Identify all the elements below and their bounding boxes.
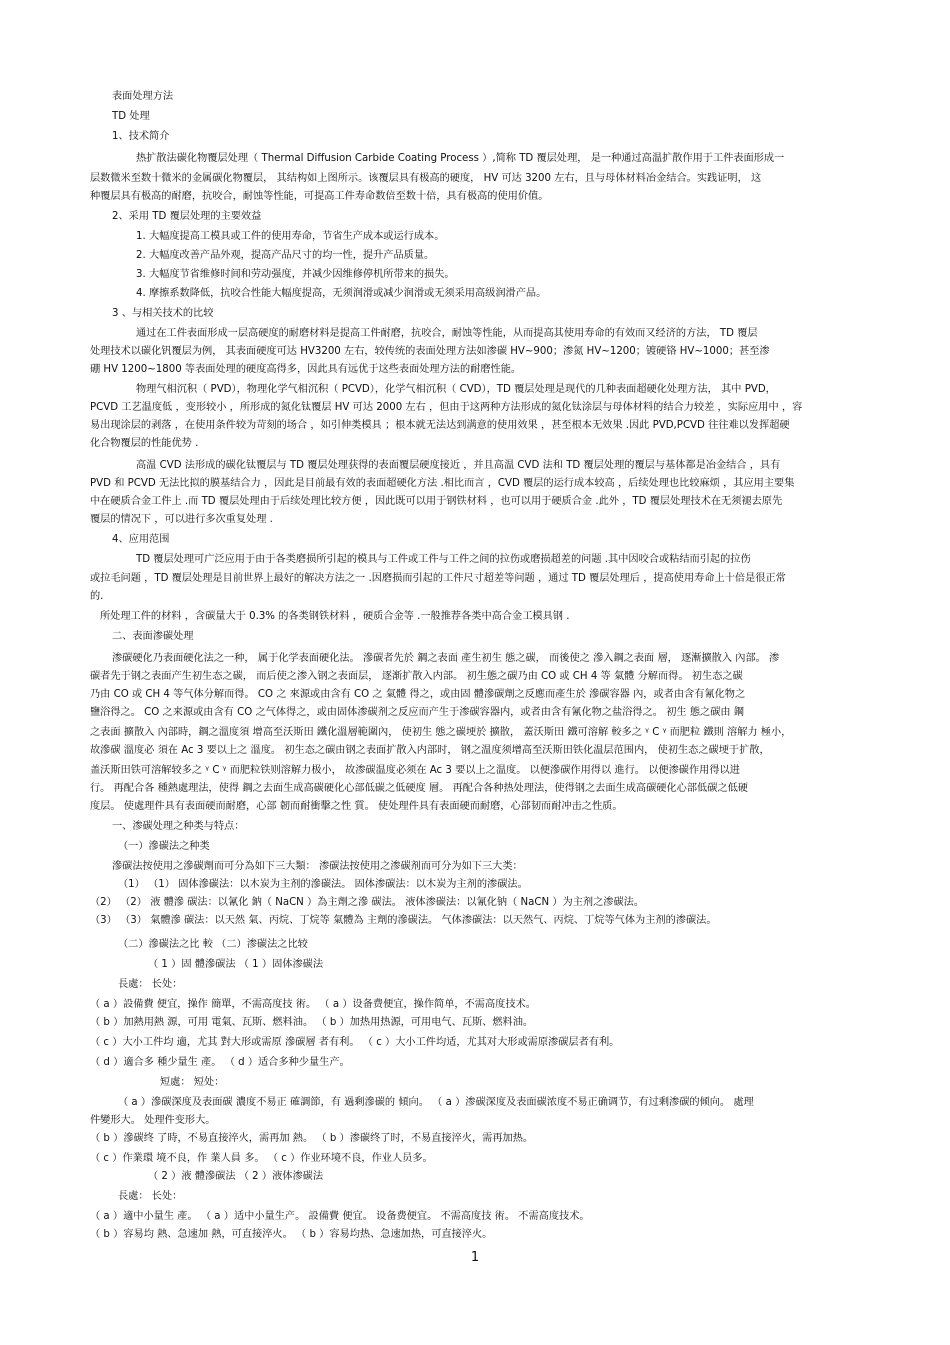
text-line: 表面处理方法: [112, 91, 174, 102]
text-line: 乃由 CO 或 CH 4 等气体分解而得。 CO 之 來源或由含有 CO 之 氣體 得之，或由固 體滲碳劑之反應而產生於 滲碳容器 內，或者由含有氰化物之: [90, 689, 746, 700]
text-line: （ b ）容易均 熱、急速加 熱，可直接淬火。 （ b ）容易均热、急速加热，可直接淬火。: [90, 1229, 493, 1240]
text-line: 短處： 短处：: [160, 1077, 225, 1088]
text-line: （一）滲碳法之种类: [118, 841, 210, 852]
text-line: （ b ）滲碳终 了時，不易直接淬火，需再加 熱。 （ b ）渗碳终了时，不易直接淬火，需再加热。: [90, 1133, 534, 1144]
text-line: 热扩散法碳化物覆层处理（ Thermal Diffusion Carbide Coating Process ）,简称 TD 覆层处理， 是一种通过高温扩散作用于工件表面形成一: [136, 153, 785, 164]
text-line: 1. 大幅度提高工模具或工件的使用寿命，节省生产成本或运行成本。: [136, 231, 445, 242]
text-line: 4. 摩擦系数降低，抗咬合性能大幅度提高，无须润滑或减少润滑或无须采用高级润滑产品。: [136, 288, 547, 299]
text-line: PCVD 工艺温度低 ，变形较小 ，所形成的氮化钛覆层 HV 可达 2000 左右 ，但由于这两种方法形成的氮化钛涂层与母体材料的结合力较差 ，实际应用中 ，容: [90, 402, 803, 413]
text-line: 件變形大。 处理件变形大。: [90, 1115, 216, 1126]
text-line: 行。 再配合各 種熱處理法，使得 鋼之去面生成高碳硬化心部低碳之低硬度 層。 再配合各种热处理法，使得钢之去面生成高碳硬化心部低碳之低硬: [90, 783, 748, 794]
text-line: 3 、与相关技术的比较: [112, 308, 214, 319]
text-line: （二）滲碳法之比 較 （二）渗碳法之比较: [118, 939, 308, 950]
text-line: 二、表面渗碳处理: [112, 631, 194, 642]
text-line: （ c ）大小工件均 適，尤其 對大形或需原 滲碳層 者有利。 （ c ）大小工件均适，尤其对大形或需原渗碳层者有利。: [90, 1037, 620, 1048]
text-line: 滲碳法按使用之滲碳劑而可分為如下三大類： 渗碳法按使用之渗碳剂而可分为如下三大类：: [112, 861, 523, 872]
text-line: 度层。 使處理件具有表面硬而耐磨，心部 韌而耐衝擊之性 質。 使处理件具有表面硬而耐磨，心部韧而耐冲击之性质。: [90, 801, 623, 812]
text-line: 化合物覆层的性能优势 .: [90, 438, 199, 449]
text-line: 故滲碳 溫度必 須在 Ac 3 要以上之 溫度。 初生态之碳由钢之表面扩散入内部时， 钢之温度须增高至沃斯田铁化温层范围内， 使初生态之碳埂于扩散，: [90, 745, 770, 756]
text-line: 2. 大幅度改善产品外观，提高产品尺寸的均一性，提升产品质量。: [136, 250, 435, 261]
text-line: 盖沃斯田铁可溶解较多之 ᵞ C ᵞ 而肥粒铁则溶解力极小， 故渗碳温度必须在 Ac 3 要以上之温度。 以便滲碳作用得以 進行。 以便渗碳作用得以进: [90, 765, 740, 776]
text-line: （3） （3） 氣體滲 碳法：以天然 氣、丙烷、丁烷等 氣體為 主劑的滲碳法。 气体渗碳法：以天然气、丙烷、丁烷等气体为主剂的渗碳法。: [90, 915, 717, 926]
text-line: 易出现涂层的剥落 ，在使用条件较为苛刻的场合 ，如引伸类模具 ；根本就无法达到满意的使用效果 ，甚至根本无效果 .因此 PVD,PCVD 往往难以发挥超硬: [90, 420, 790, 431]
text-line: 物理气相沉积（ PVD），物理化学气相沉积（ PCVD），化学气相沉积（ CVD），TD 覆层处理是现代的几种表面超硬化处理方法， 其中 PVD，: [136, 384, 776, 395]
text-line: 种覆层具有极高的耐磨，抗咬合，耐蚀等性能，可提高工件寿命数倍至数十倍，具有极高的使用价值。: [90, 191, 549, 202]
text-line: TD 覆层处理可广泛应用于由于各类磨损所引起的模具与工件或工件与工件之间的拉伤或磨损超差的问题 .其中因咬合或粘结而引起的拉伤: [136, 554, 751, 565]
text-line: TD 处理: [112, 111, 150, 122]
text-line: （ a ）適中小量生 產。 （ a ）适中小量生产。 設備費 便宜。 设备费便宜。 不需高度技 術。 不需高度技术。: [90, 1211, 590, 1222]
text-line: （ a ）滲碳深度及表面碳 濃度不易正 確調節，有 過剩滲碳的 傾向。 （ a ）渗碳深度及表面碳浓度不易正确调节，有过剩渗碳的倾向。 處理: [118, 1097, 754, 1108]
text-line: 处理技术以碳化钒覆层为例， 其表面硬度可达 HV3200 左右，较传统的表面处理方法如渗碳 HV~900；渗氮 HV~1200；镀硬铬 HV~1000；甚至渗: [90, 346, 770, 357]
text-line: 一、渗碳处理之种类与特点：: [112, 821, 245, 832]
text-line: PVD 和 PCVD 无法比拟的膜基结合力 ，因此是目前最有效的表面超硬化方法 .相比而言 ，CVD 覆层的运行成本较高 ，后续处理也比较麻烦 ，其应用主要集: [90, 478, 795, 489]
text-line: 高温 CVD 法形成的碳化钛覆层与 TD 覆层处理获得的表面覆层硬度接近 ，并且高温 CVD 法和 TD 覆层处理的覆层与基体都是冶金结合 ，具有: [136, 460, 781, 471]
text-line: （ c ）作業環 境不良，作 業人員 多。 （ c ）作业环境不良，作业人员多。: [90, 1153, 433, 1164]
text-line: 或拉毛问题 ，TD 覆层处理是目前世界上最好的解决方法之一 .因磨损而引起的工件尺寸超差等问题 ，通过 TD 覆层处理后 ，提高使用寿命上十倍是很正常: [90, 573, 786, 584]
text-line: （ 1 ）固 體滲碳法 （ 1 ）固体渗碳法: [148, 959, 324, 970]
text-line: （ b ）加熱用熱 源，可用 電氣、瓦斯、燃料油。 （ b ）加热用热源，可用电气、瓦斯、燃料油。: [90, 1017, 534, 1028]
text-line: 碳者先于钢之表面产生初生态之碳， 而后使之渗入钢之表面层， 逐渐扩散入内部。 初生態之碳乃由 CO 或 CH 4 等 氣體 分解而得。 初生态之碳: [90, 671, 743, 682]
text-line: 所处理工件的材料 ，含碳量大于 0.3% 的各类钢铁材料 ，硬质合金等 .一般推荐各类中高合金工模具钢 .: [100, 611, 570, 622]
page-number: 1: [470, 1250, 480, 1265]
text-line: 3. 大幅度节省维修时间和劳动强度，并减少因维修停机所带来的损失。: [136, 269, 455, 280]
text-line: （ 2 ）液 體滲碳法 （ 2 ）液体渗碳法: [148, 1171, 324, 1182]
text-line: （ d ）適合多 種少量生 產。 （ d ）适合多种少量生产。: [90, 1057, 350, 1068]
text-line: 层数微米至数十微米的金属碳化物覆层， 其结构如上图所示。该覆层具有极高的硬度， HV 可达 3200 左右，且与母体材料冶金结合。实践证明， 这: [90, 173, 762, 184]
text-line: 中在硬质合金工件上 .而 TD 覆层处理由于后续处理比较方便 ，因此既可以用于钢铁材料 ，也可以用于硬质合金 .此外 ，TD 覆层处理技术在无须褪去原先: [90, 496, 783, 507]
text-line: （ a ）設備費 便宜，操作 簡單，不需高度技 術。 （ a ）设备费便宜，操作简单，不需高度技术。: [90, 999, 536, 1010]
text-line: 2、采用 TD 覆层处理的主要效益: [112, 211, 262, 222]
text-line: 之表面 擴散入 內部時，鋼之溫度須 增高至沃斯田 鐵化溫層範圍內， 使初生 態之碳埂於 擴散， 蓋沃斯田 鐵可溶解 較多之 ᵞ C ᵞ 而肥粒 鐵則 溶解力 極小，: [90, 727, 792, 738]
text-line: 長處： 长处：: [118, 979, 183, 990]
text-line: 覆层的情况下 ，可以进行多次重复处理 .: [90, 514, 273, 525]
text-line: （1） （1） 固体滲碳法：以木炭为主剂的滲碳法。 固体渗碳法：以木炭为主剂的渗碳法。: [118, 879, 528, 890]
text-line: 渗碳硬化乃表面硬化法之一种， 属于化学表面硬化法。 滲碳者先於 鋼之表面 產生初生 態之碳， 而後使之 滲入鋼之表面 層， 逐漸擴散入 內部。 渗: [112, 653, 780, 664]
text-line: 的.: [90, 591, 104, 602]
text-line: 長處： 长处：: [118, 1191, 183, 1202]
text-line: 硼 HV 1200~1800 等表面处理的硬度高得多，因此具有远优于这些表面处理方法的耐磨性能。: [90, 364, 522, 375]
text-line: 鹽浴得之。 CO 之来源或由含有 CO 之气体得之，或由固体渗碳剂之反应而产生于渗碳容器内，或者由含有氰化物之盐浴得之。 初生 態之碳由 鋼: [90, 707, 744, 718]
text-line: （2） （2） 液 體滲 碳法：以氰化 鈉（ NaCN ）為主劑之滲 碳法。 液体渗碳法：以氰化钠（ NaCN ）为主剂之渗碳法。: [90, 897, 645, 908]
text-line: 1、技术简介: [112, 131, 170, 142]
text-line: 4、应用范围: [112, 534, 170, 545]
text-line: 通过在工件表面形成一层高硬度的耐磨材料是提高工件耐磨，抗咬合，耐蚀等性能，从而提高其使用寿命的有效而又经济的方法， TD 覆层: [136, 328, 758, 339]
